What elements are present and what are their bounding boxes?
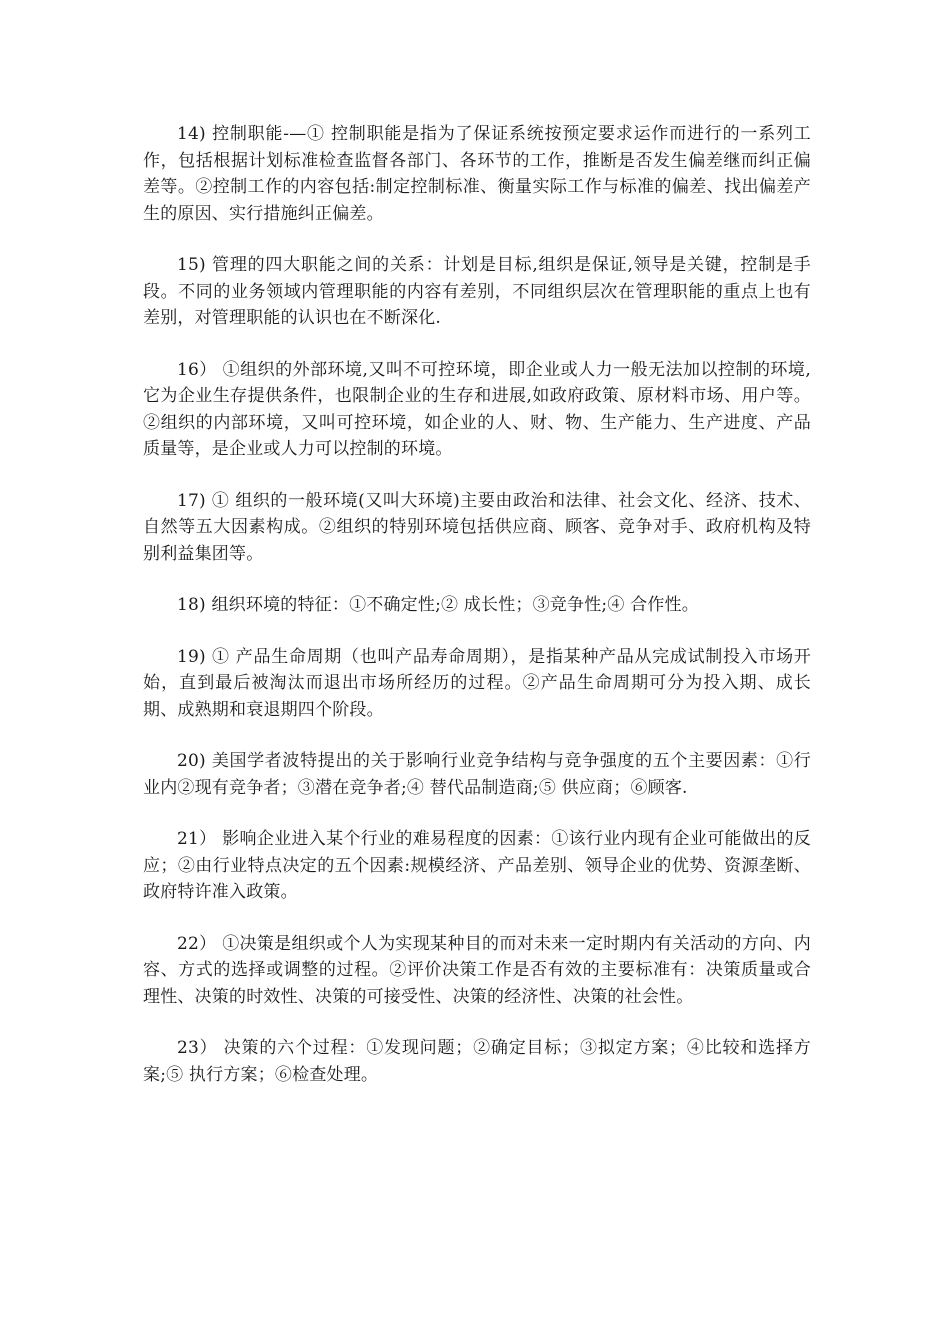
paragraph-19: 19) ① 产品生命周期（也叫产品寿命周期），是指某种产品从完成试制投入市场开始，直到最后被淘汰而退出市场所经历的过程。②产品生命周期可分为投入期、成长期、成熟期和衰退期四个阶段。 bbox=[143, 646, 811, 720]
paragraph-16: 16） ①组织的外部环境,又叫不可控环境，即企业或人力一般无法加以控制的环境,它为企业生存提供条件，也限制企业的生存和进展,如政府政策、原材料市场、用户等。②组织的内部环境，又叫可控环境，如企业的人、财、物、生产能力、生产进度、产品质量等，是企业或人力可以控制的环境。 bbox=[143, 359, 811, 459]
paragraph-15: 15) 管理的四大职能之间的关系：计划是目标,组织是保证,领导是关键，控制是手段。不同的业务领域内管理职能的内容有差别，不同组织层次在管理职能的重点上也有差别，对管理职能的认识也在不断深化. bbox=[143, 255, 811, 328]
document-body bbox=[143, 121, 811, 1113]
paragraph-22: 22） ①决策是组织或个人为实现某种目的而对未来一定时期内有关活动的方向、内容、方式的选择或调整的过程。②评价决策工作是否有效的主要标准有：决策质量或合理性、决策的时效性、决策的可接受性、决策的经济性、决策的社会性。 bbox=[143, 933, 811, 1007]
paragraph-20: 20) 美国学者波特提出的关于影响行业竞争结构与竞争强度的五个主要因素：①行业内②现有竞争者；③潜在竞争者;④ 替代品制造商;⑤ 供应商；⑥顾客. bbox=[143, 751, 811, 798]
paragraph-21: 21） 影响企业进入某个行业的难易程度的因素：①该行业内现有企业可能做出的反应；②由行业特点决定的五个因素:规模经济、产品差别、领导企业的优势、资源垄断、政府特许准入政策。 bbox=[143, 829, 811, 902]
paragraph-18: 18) 组织环境的特征：①不确定性;② 成长性；③竞争性;④ 合作性。 bbox=[177, 595, 699, 615]
paragraph-23: 23） 决策的六个过程：①发现问题；②确定目标；③拟定方案；④比较和选择方案;⑤ 执行方案；⑥检查处理。 bbox=[143, 1038, 811, 1085]
paragraph-17: 17) ① 组织的一般环境(又叫大环境)主要由政治和法律、社会文化、经济、技术、自然等五大因素构成。②组织的特别环境包括供应商、顾客、竞争对手、政府机构及特别利益集团等。 bbox=[143, 490, 811, 564]
paragraph-14: 14) 控制职能-—① 控制职能是指为了保证系统按预定要求运作而进行的一系列工作，包括根据计划标准检查监督各部门、各环节的工作，推断是否发生偏差继而纠正偏差等。②控制工作的内容包括:制定控制标准、衡量实际工作与标准的偏差、找出偏差产生的原因、实行措施纠正偏差。 bbox=[143, 124, 811, 224]
